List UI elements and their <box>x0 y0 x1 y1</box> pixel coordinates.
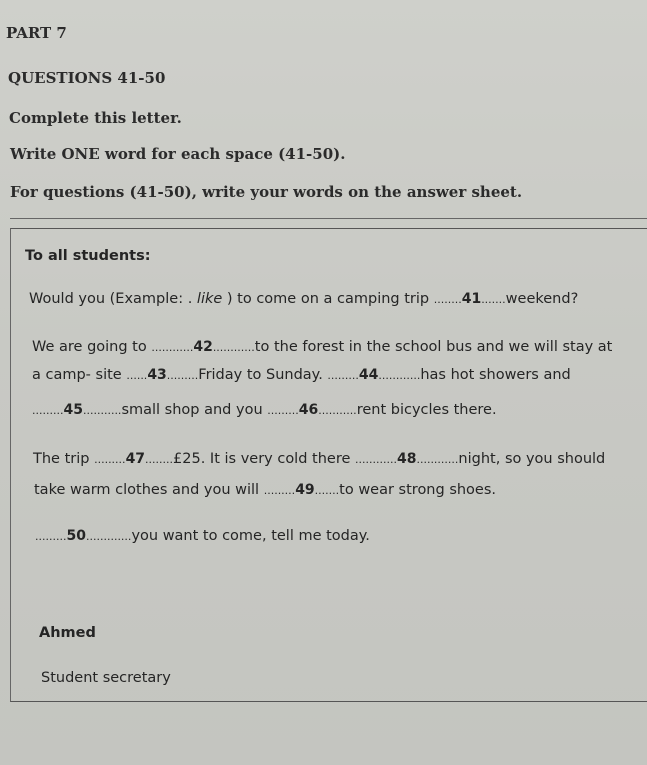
question-46: 46 <box>298 402 319 418</box>
letter-line-7: .........50.............you want to come, tell me today. <box>35 528 370 544</box>
questions-heading: QUESTIONS 41-50 <box>8 69 166 87</box>
question-45: 45 <box>63 402 83 418</box>
question-47: 47 <box>125 451 146 467</box>
question-43: 43 <box>147 367 167 383</box>
question-42: 42 <box>193 339 213 355</box>
letter-line-5: The trip .........47........£25. It is very cold there ............48............night, so you should <box>33 451 606 467</box>
question-41: 41 <box>461 291 482 307</box>
letter-line-2: We are going to ............42............to the forest in the school bus and we will stay at <box>32 339 613 355</box>
divider <box>10 218 647 219</box>
example-word: like <box>196 291 223 307</box>
signature-role: Student secretary <box>41 670 171 686</box>
question-44: 44 <box>358 367 379 383</box>
instruction-answer-sheet: For questions (41-50), write your words on the answer sheet. <box>10 183 523 201</box>
question-48: 48 <box>396 451 417 467</box>
signature-name: Ahmed <box>39 625 96 641</box>
letter-line-6: take warm clothes and you will .........49.......to wear strong shoes. <box>34 482 497 498</box>
question-50: 50 <box>66 528 86 544</box>
question-49: 49 <box>295 482 315 498</box>
part-heading: PART 7 <box>6 24 67 42</box>
instruction-one-word: Write ONE word for each space (41-50). <box>10 145 346 163</box>
letter-box <box>10 228 647 702</box>
letter-line-3: a camp- site ......43.........Friday to Sunday. .........44............has hot showers and <box>32 367 571 383</box>
instruction-complete: Complete this letter. <box>9 109 182 127</box>
letter-greeting: To all students: <box>25 248 151 264</box>
letter-line-1: Would you (Example: . like ) to come on a camping trip ........41.......weekend? <box>29 291 579 307</box>
letter-line-4: .........45...........small shop and you .........46...........rent bicycles there. <box>32 402 497 418</box>
